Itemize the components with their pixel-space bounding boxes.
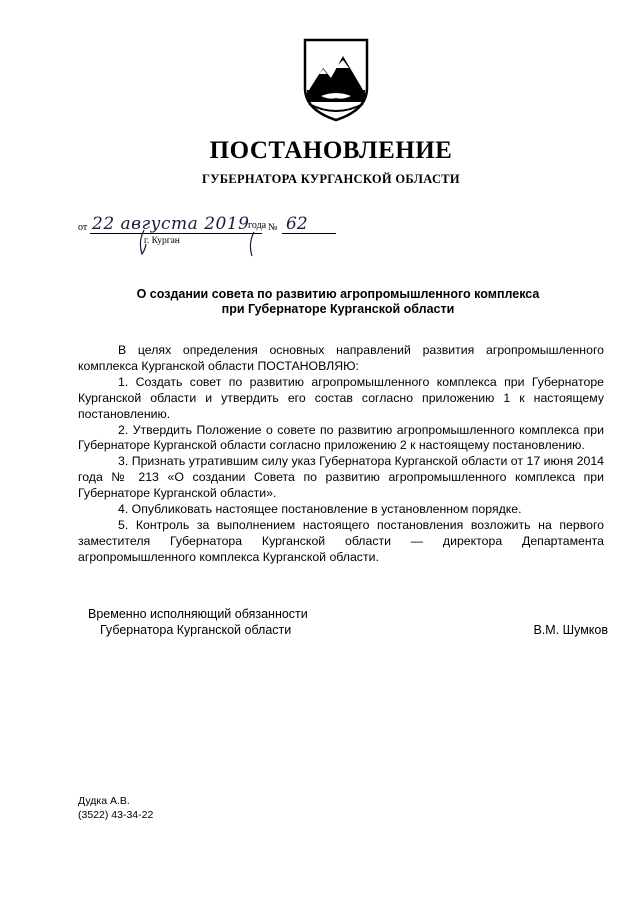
handwriting-swash-icon — [136, 228, 266, 258]
subject-line-2: при Губернаторе Курганской области — [221, 302, 455, 316]
document-subject — [0, 287, 640, 317]
handwritten-date: 22 августа 2019 — [92, 214, 250, 234]
handwritten-number: 62 — [286, 214, 308, 234]
body-paragraph: 5. Контроль за выполнением настоящего постановления возложить на первого заместителя Губернатора Курганской области — директора Департамента агропромышленного комплекса Курганской области. — [78, 517, 604, 564]
number-underline — [282, 233, 336, 234]
signature-block — [88, 606, 608, 638]
body-paragraph: В целях определения основных направлений развития агропромышленного комплекса Курганской области ПОСТАНОВЛЯЮ: — [78, 343, 604, 373]
executor-name: Дудка А.В. — [78, 795, 130, 807]
document-title: ПОСТАНОВЛЕНИЕ — [209, 137, 453, 164]
document-subtitle: ГУБЕРНАТОРА КУРГАНСКОЙ ОБЛАСТИ — [202, 172, 460, 186]
body-paragraph: 4. Опубликовать настоящее постановление в установленном порядке. — [118, 502, 522, 517]
signatory-position-line-2: Губернатора Курганской области — [100, 623, 292, 637]
kurgan-coat-of-arms-icon — [303, 38, 369, 122]
signatory-name: В.М. Шумков — [533, 623, 608, 637]
city-label: г. Курган — [144, 236, 180, 246]
body-paragraph: 2. Утвердить Положение о совете по развитию агропромышленного комплекса при Губернаторе Курганской области согласно приложению 2 к настоящему постановлению. — [78, 422, 604, 453]
body-paragraph: 1. Создать совет по развитию агропромышленного комплекса при Губернаторе Курганской области и утвердить его состав согласно приложению 1 к настоящему постановлению. — [78, 374, 604, 421]
date-number-line — [78, 212, 358, 256]
executor-info — [78, 794, 153, 822]
document-body — [78, 343, 604, 566]
date-from-label: от — [78, 222, 88, 233]
number-label: № — [268, 222, 278, 233]
body-paragraph: 3. Признать утратившим силу указ Губернатора Курганской области от 17 июня 2014 года № 213 «О создании Совета по развитию агропромышленного комплекса при Губернаторе Курганской области». — [78, 454, 604, 501]
year-label: года — [248, 220, 267, 231]
subject-line-1: О создании совета по развитию агропромышленного комплекса — [136, 287, 540, 301]
signatory-position-line-1: Временно исполняющий обязанности — [88, 607, 308, 621]
executor-phone: (3522) 43-34-22 — [78, 809, 154, 821]
